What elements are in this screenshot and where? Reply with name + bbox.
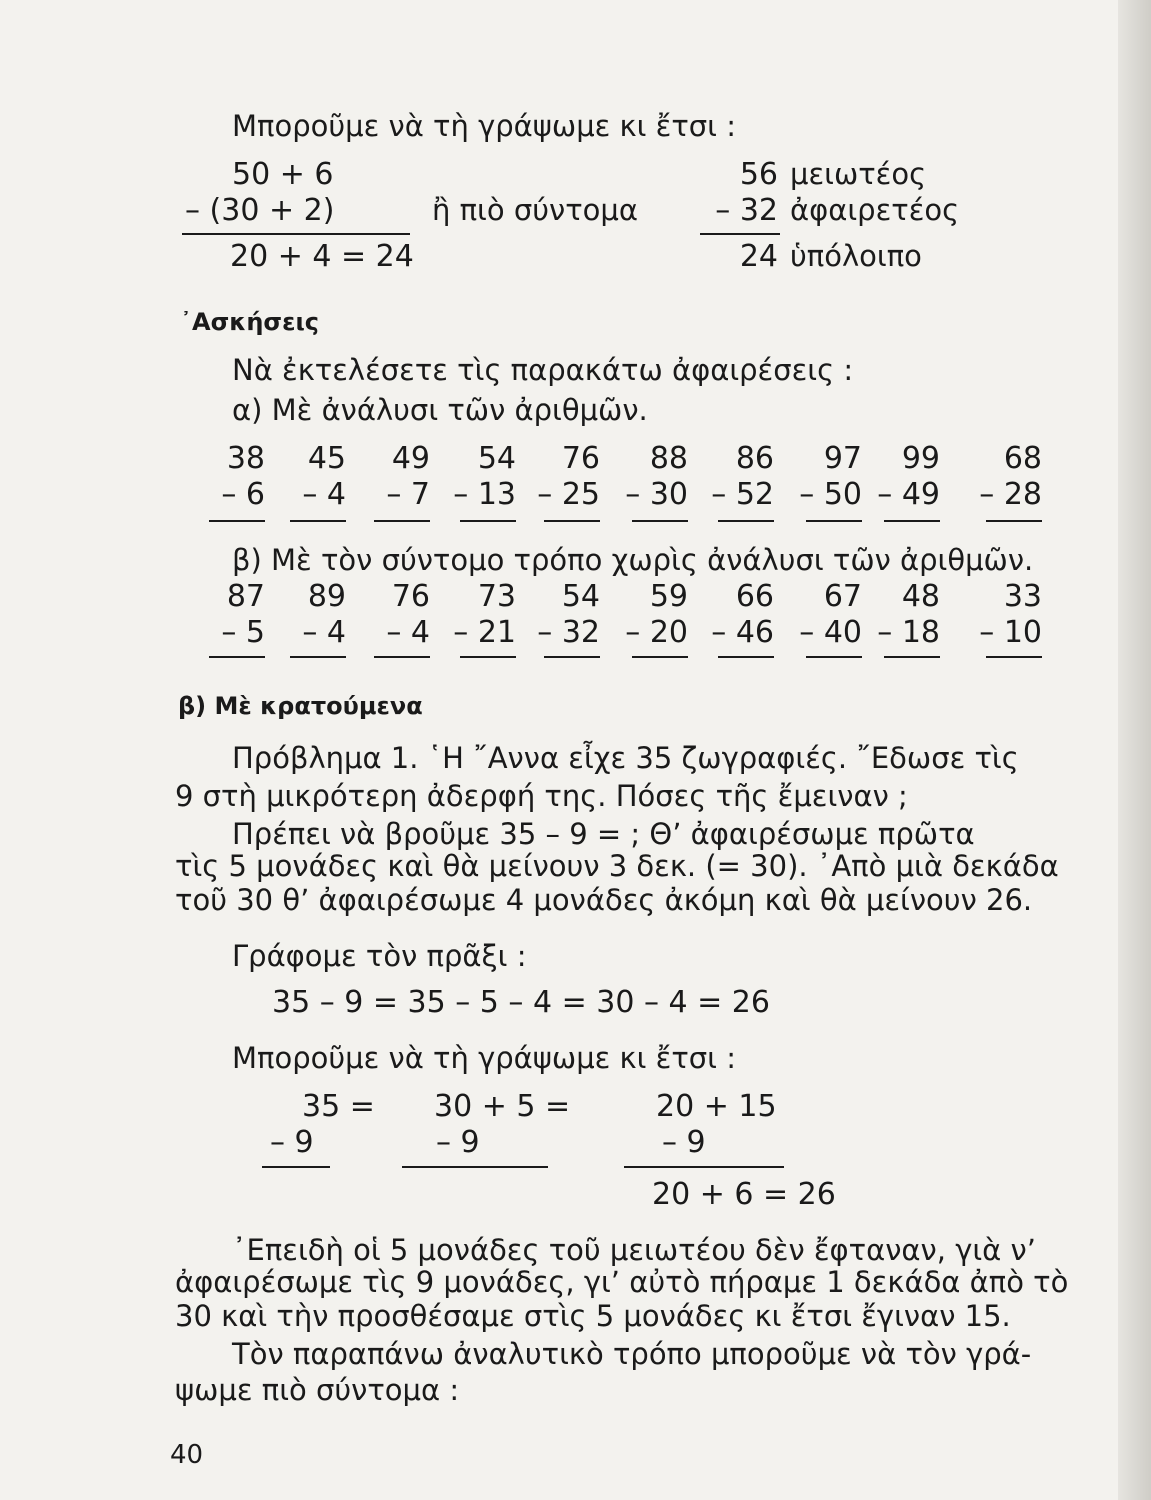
col1-bottom: – 9: [270, 1125, 314, 1160]
grid-a-bottom-2: – 4: [302, 477, 346, 512]
col3-result: 20 + 6 = 26: [652, 1177, 836, 1212]
grid-b-rule-3: [374, 656, 430, 658]
grid-b-top-6: 59: [649, 579, 688, 614]
grid-a-top-7: 86: [735, 441, 774, 476]
grid-b-rule-7: [718, 656, 774, 658]
ex1-left-row1: 50 + 6: [232, 157, 334, 192]
grid-a-bottom-10: – 28: [979, 477, 1042, 512]
ex1-result-label: ὑπόλοιπο: [790, 239, 922, 273]
col3-bottom: – 9: [662, 1125, 706, 1160]
ex1-minuend: 56: [739, 157, 778, 192]
explanation-line-1: Πρέπει νὰ βροῦμε 35 – 9 = ; Θ’ ἀφαιρέσωμε πρῶτα: [232, 817, 975, 851]
closing-line-1: Τὸν παραπάνω ἀναλυτικὸ τρόπο μποροῦμε νὰ τὸν γρά-: [232, 1337, 1032, 1371]
grid-b-top-4: 73: [477, 579, 516, 614]
section-b-heading: β) Μὲ κρατούμενα: [178, 692, 423, 720]
grid-b-top-9: 48: [901, 579, 940, 614]
grid-b-rule-9: [884, 656, 940, 658]
grid-b-top-8: 67: [823, 579, 862, 614]
ex1-result: 24: [739, 239, 778, 274]
grid-a-rule-5: [544, 520, 600, 522]
exercises-part-a: α) Μὲ ἀνάλυσι τῶν ἀριθμῶν.: [232, 393, 648, 427]
grid-a-rule-8: [806, 520, 862, 522]
problem-line-1: Πρόβλημα 1. ῾Η ῎Αννα εἶχε 35 ζωγραφιές. ῎Εδωσε τὶς: [232, 741, 1019, 775]
ex1-connector: ἢ πιὸ σύντομα: [432, 193, 638, 227]
grid-a-top-2: 45: [307, 441, 346, 476]
exercises-part-b: β) Μὲ τὸν σύντομο τρόπο χωρὶς ἀνάλυσι τῶν ἀριθμῶν.: [232, 543, 1034, 577]
grid-a-top-4: 54: [477, 441, 516, 476]
col3-top: 20 + 15: [656, 1089, 777, 1124]
ex1-right-rule: [700, 233, 780, 235]
grid-b-rule-8: [806, 656, 862, 658]
col2-rule: [402, 1166, 548, 1168]
ex1-left-row2: – (30 + 2): [185, 193, 335, 228]
ex1-subtrahend: – 32: [715, 193, 778, 228]
grid-b-bottom-4: – 21: [453, 615, 516, 650]
grid-a-rule-10: [986, 520, 1042, 522]
grid-a-bottom-3: – 7: [386, 477, 430, 512]
grid-b-rule-1: [209, 656, 265, 658]
intro-line: Μποροῦμε νὰ τὴ γράψωμε κι ἔτσι :: [232, 109, 736, 143]
closing-line-2: ψωμε πιὸ σύντομα :: [175, 1373, 460, 1407]
col1-top: 35 =: [302, 1089, 375, 1124]
grid-b-rule-5: [544, 656, 600, 658]
grid-a-bottom-7: – 52: [711, 477, 774, 512]
grid-b-rule-2: [290, 656, 346, 658]
explanation-line-3: τοῦ 30 θ’ ἀφαιρέσωμε 4 μονάδες ἀκόμη καὶ θὰ μείνουν 26.: [175, 883, 1033, 917]
ex1-left-rule: [182, 233, 410, 235]
grid-b-bottom-2: – 4: [302, 615, 346, 650]
grid-a-bottom-4: – 13: [453, 477, 516, 512]
grid-a-rule-2: [290, 520, 346, 522]
write-label: Γράφομε τὸν πρᾶξι :: [232, 939, 527, 973]
grid-a-bottom-8: – 50: [799, 477, 862, 512]
grid-a-rule-3: [374, 520, 430, 522]
grid-b-top-10: 33: [1003, 579, 1042, 614]
grid-b-bottom-6: – 20: [625, 615, 688, 650]
grid-b-bottom-8: – 40: [799, 615, 862, 650]
grid-a-top-3: 49: [391, 441, 430, 476]
grid-b-bottom-1: – 5: [221, 615, 265, 650]
grid-b-bottom-9: – 18: [877, 615, 940, 650]
col2-bottom: – 9: [436, 1125, 480, 1160]
col3-rule: [624, 1166, 784, 1168]
grid-a-rule-1: [209, 520, 265, 522]
grid-b-bottom-7: – 46: [711, 615, 774, 650]
ex1-subtrahend-label: ἀφαιρετέος: [790, 193, 960, 227]
grid-a-top-8: 97: [823, 441, 862, 476]
grid-a-bottom-1: – 6: [221, 477, 265, 512]
grid-b-rule-4: [460, 656, 516, 658]
col2-top: 30 + 5 =: [434, 1089, 571, 1124]
grid-b-bottom-5: – 32: [537, 615, 600, 650]
grid-a-bottom-9: – 49: [877, 477, 940, 512]
grid-a-top-6: 88: [649, 441, 688, 476]
reason-line-2: ἀφαιρέσωμε τὶς 9 μονάδες, γι’ αὐτὸ πήραμε 1 δεκάδα ἀπὸ τὸ: [175, 1265, 1069, 1299]
grid-b-rule-6: [632, 656, 688, 658]
explanation-line-2: τὶς 5 μονάδες καὶ θὰ μείνουν 3 δεκ. (= 30). ᾿Απὸ μιὰ δεκάδα: [175, 849, 1059, 883]
grid-a-rule-4: [460, 520, 516, 522]
grid-b-top-1: 87: [226, 579, 265, 614]
ex1-left-result: 20 + 4 = 24: [230, 239, 414, 274]
grid-a-rule-6: [632, 520, 688, 522]
grid-a-rule-9: [884, 520, 940, 522]
grid-a-top-5: 76: [561, 441, 600, 476]
ex1-minuend-label: μειωτέος: [790, 157, 927, 191]
grid-a-bottom-5: – 25: [537, 477, 600, 512]
grid-b-top-3: 76: [391, 579, 430, 614]
grid-b-rule-10: [986, 656, 1042, 658]
grid-a-top-10: 68: [1003, 441, 1042, 476]
page-edge-shadow: [1118, 0, 1151, 1500]
grid-b-bottom-10: – 10: [979, 615, 1042, 650]
grid-b-top-7: 66: [735, 579, 774, 614]
exercises-heading: ᾿Ασκήσεις: [180, 308, 320, 336]
intro-line-2: Μποροῦμε νὰ τὴ γράψωμε κι ἔτσι :: [232, 1041, 736, 1075]
grid-b-top-2: 89: [307, 579, 346, 614]
grid-a-top-1: 38: [226, 441, 265, 476]
problem-line-2: 9 στὴ μικρότερη ἀδερφή της. Πόσες τῆς ἔμειναν ;: [175, 779, 908, 813]
reason-line-1: ᾿Επειδὴ οἱ 5 μονάδες τοῦ μειωτέου δὲν ἔφταναν, γιὰ ν’: [232, 1233, 1036, 1267]
grid-b-bottom-3: – 4: [386, 615, 430, 650]
grid-b-top-5: 54: [561, 579, 600, 614]
reason-line-3: 30 καὶ τὴν προσθέσαμε στὶς 5 μονάδες κι ἔτσι ἔγιναν 15.: [175, 1299, 1011, 1333]
col1-rule: [262, 1166, 330, 1168]
exercises-instruction: Νὰ ἐκτελέσετε τὶς παρακάτω ἀφαιρέσεις :: [232, 353, 854, 387]
grid-a-rule-7: [718, 520, 774, 522]
page-number: 40: [170, 1440, 204, 1470]
grid-a-bottom-6: – 30: [625, 477, 688, 512]
grid-a-top-9: 99: [901, 441, 940, 476]
equation: 35 – 9 = 35 – 5 – 4 = 30 – 4 = 26: [272, 985, 770, 1020]
